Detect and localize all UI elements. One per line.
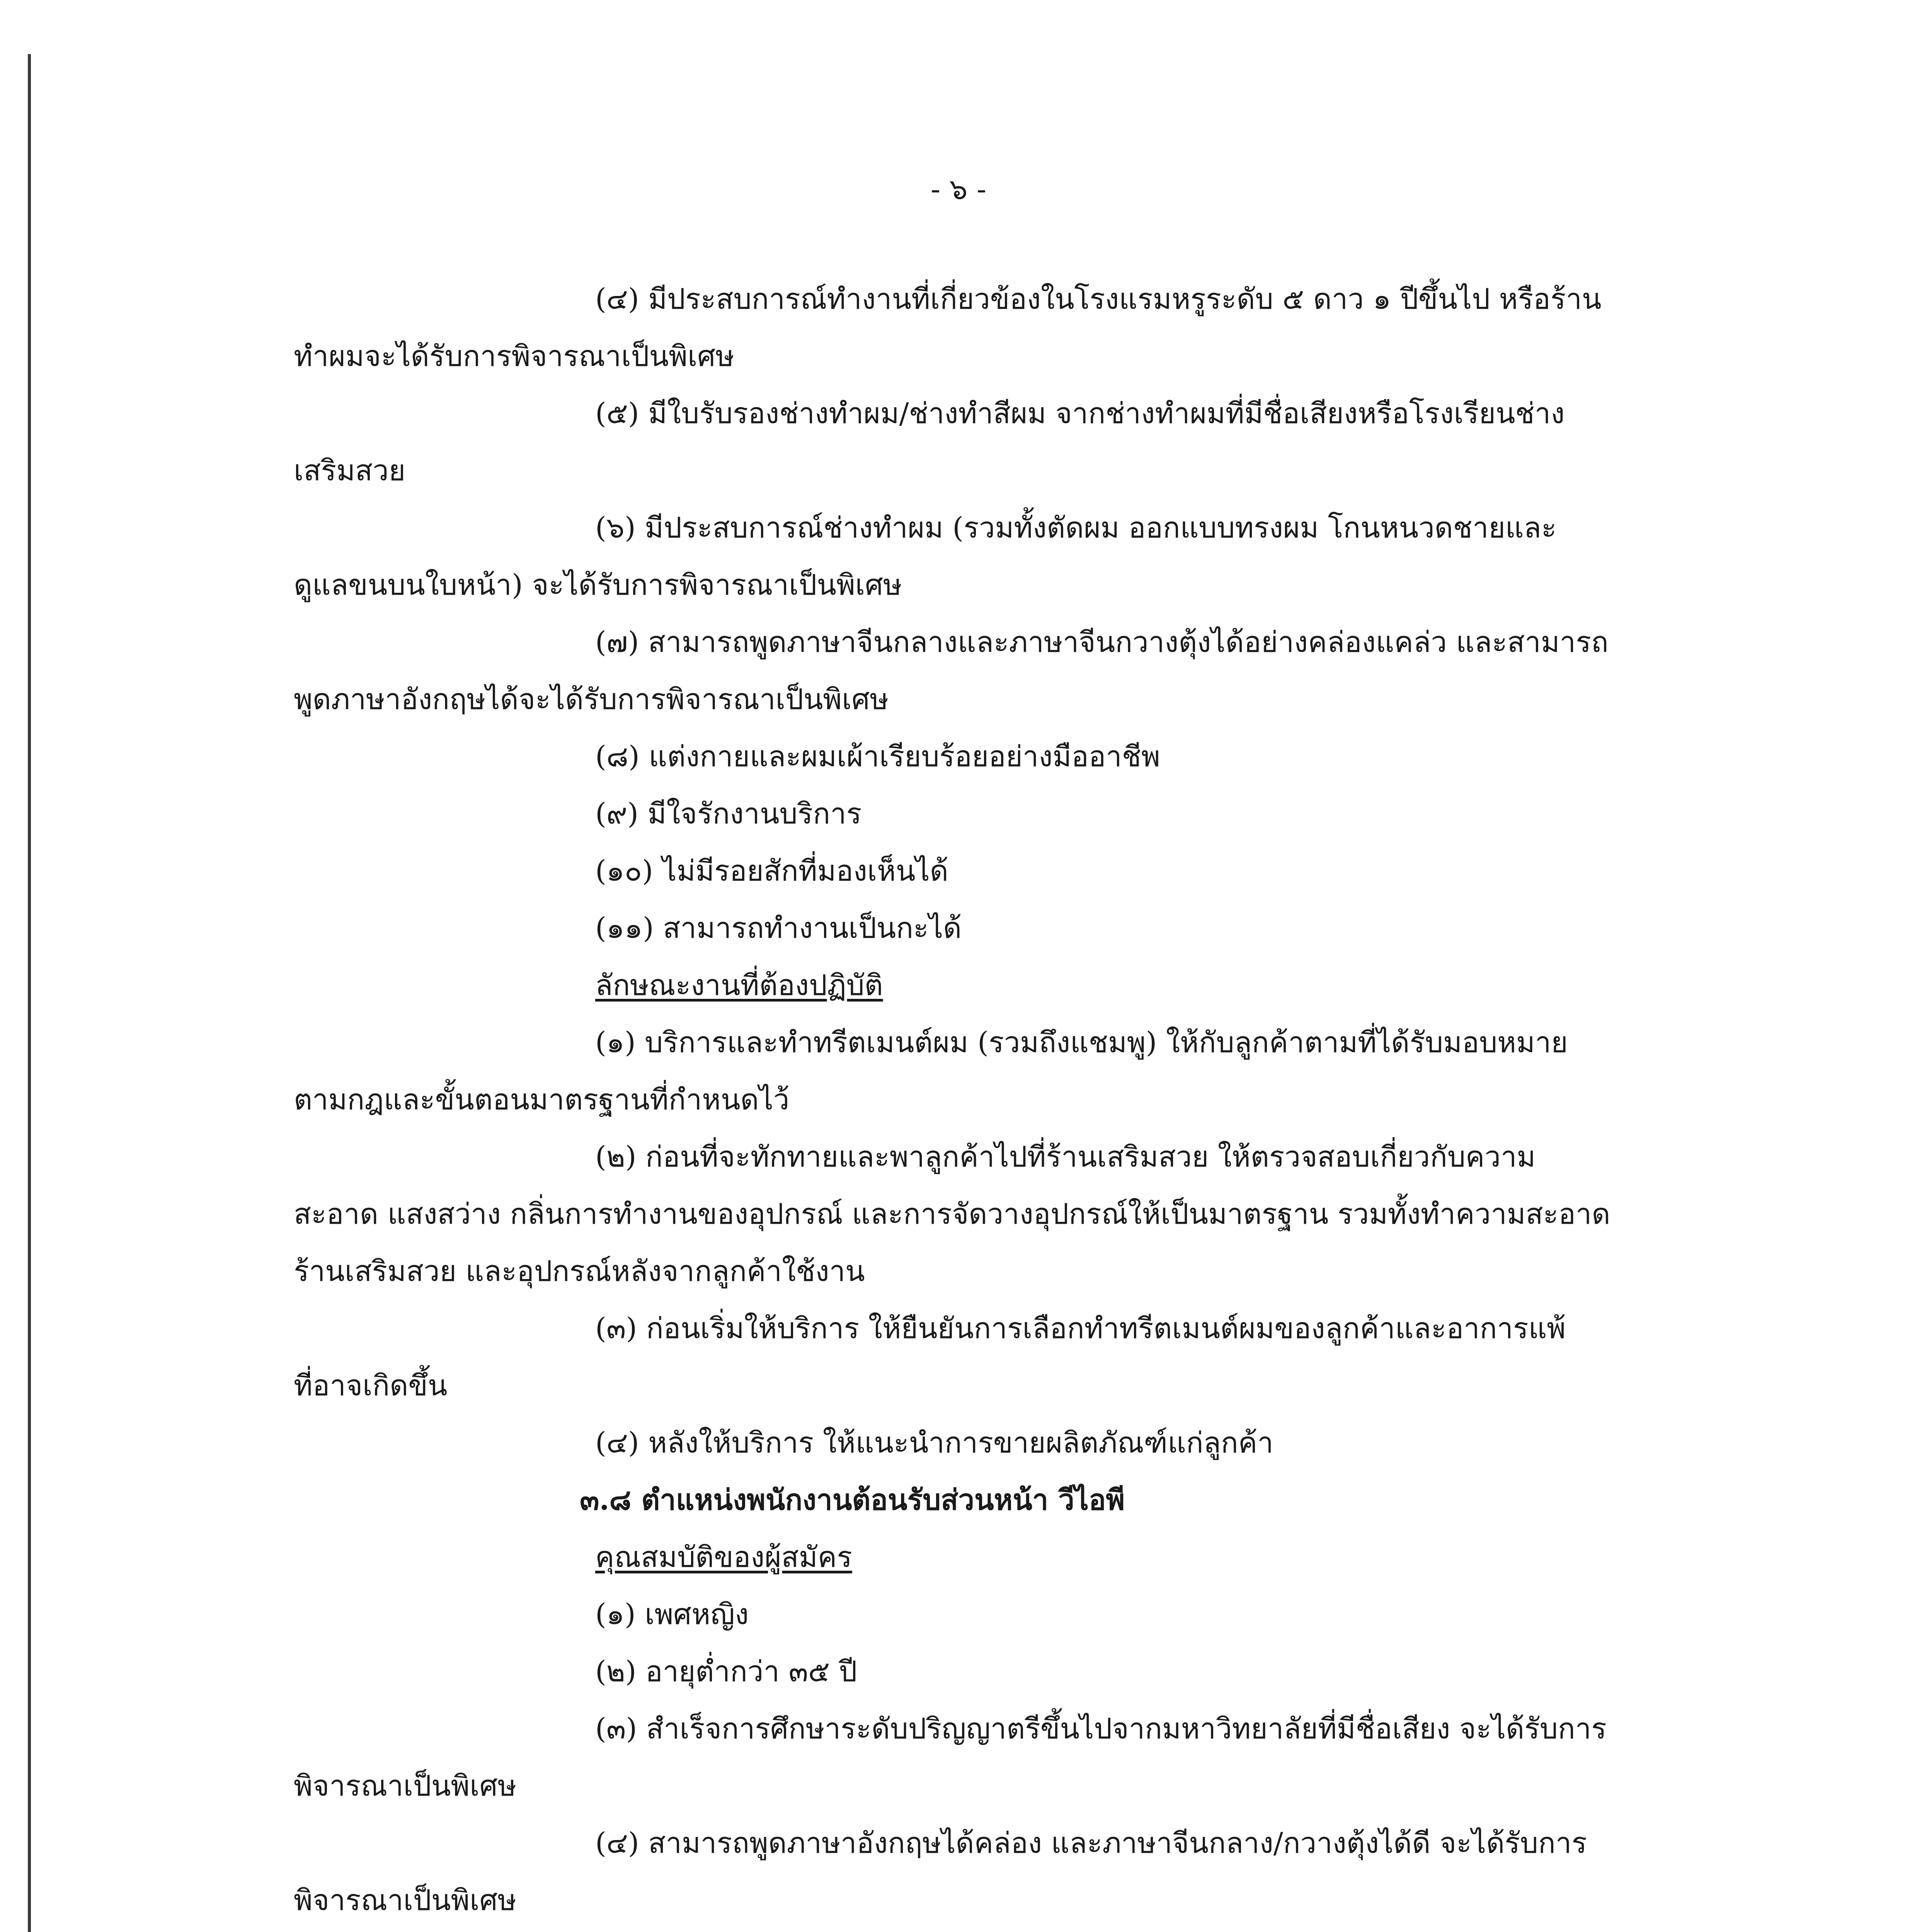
paragraph-line: (๑) บริการและทำทรีตเมนต์ผม (รวมถึงแชมพู) ให้กับลูกค้าตามที่ได้รับมอบหมาย [595,1026,1568,1059]
paragraph-line: (๔) สามารถพูดภาษาอังกฤษได้คล่อง และภาษาจีนกลาง/กวางตุ้งได้ดี จะได้รับการ [595,1827,1587,1860]
paragraph-line: ตามกฎและขั้นตอนมาตรฐานที่กำหนดไว้ [294,1083,790,1116]
paragraph-line: (๒) ก่อนที่จะทักทายและพาลูกค้าไปที่ร้านเสริมสวย ให้ตรวจสอบเกี่ยวกับความ [595,1140,1536,1173]
paragraph-line: (๔) มีประสบการณ์ทำงานที่เกี่ยวข้องในโรงแรมหรูระดับ ๕ ดาว ๑ ปีขึ้นไป หรือร้าน [595,282,1602,316]
list-item: (๑) เพศหญิง [595,1598,749,1631]
subheading-duties: ลักษณะงานที่ต้องปฏิบัติ [595,969,883,1002]
paragraph-line: พูดภาษาอังกฤษได้จะได้รับการพิจารณาเป็นพิเศษ [294,683,889,716]
list-item: (๘) แต่งกายและผมเผ้าเรียบร้อยอย่างมืออาชีพ [595,740,1160,773]
subheading-qualifications: คุณสมบัติของผู้สมัคร [595,1541,852,1574]
list-item: (๙) มีใจรักงานบริการ [595,797,862,830]
list-item: (๑๐) ไม่มีรอยสักที่มองเห็นได้ [595,854,948,888]
paragraph-line: ทำผมจะได้รับการพิจารณาเป็นพิเศษ [294,340,734,373]
paragraph-line: (๓) สำเร็จการศึกษาระดับปริญญาตรีขึ้นไปจากมหาวิทยาลัยที่มีชื่อเสียง จะได้รับการ [595,1712,1607,1745]
list-item: (๔) หลังให้บริการ ให้แนะนำการขายผลิตภัณฑ์แก่ลูกค้า [595,1426,1273,1459]
paragraph-line: (๕) มีใบรับรองช่างทำผม/ช่างทำสีผม จากช่างทำผมที่มีชื่อเสียงหรือโรงเรียนช่าง [595,397,1565,430]
section-title: ๓.๘ ตำแหน่งพนักงานต้อนรับส่วนหน้า วีไอพี [580,1483,1125,1517]
page-number: - ๖ - [930,173,987,206]
paragraph-line: (๖) มีประสบการณ์ช่างทำผม (รวมทั้งตัดผม ออกแบบทรงผม โกนหนวดชายและ [595,511,1557,544]
paragraph-line: พิจารณาเป็นพิเศษ [294,1884,517,1917]
paragraph-line: พิจารณาเป็นพิเศษ [294,1769,517,1803]
paragraph-line: ร้านเสริมสวย และอุปกรณ์หลังจากลูกค้าใช้งาน [294,1255,865,1288]
paragraph-line: ที่อาจเกิดขึ้น [294,1369,448,1402]
paragraph-line: เสริมสวย [294,454,406,487]
paragraph-line: สะอาด แสงสว่าง กลิ่นการทำงานของอุปกรณ์ และการจัดวางอุปกรณ์ให้เป็นมาตรฐาน รวมทั้งทำความสะอาด [294,1197,1611,1231]
paragraph-line [294,1929,1724,1932]
paragraph-line: (๓) ก่อนเริ่มให้บริการ ให้ยืนยันการเลือกทำทรีตเมนต์ผมของลูกค้าและอาการแพ้ [595,1312,1566,1345]
document-body [294,270,1724,1932]
paragraph-line: (๗) สามารถพูดภาษาจีนกลางและภาษาจีนกวางตุ้งได้อย่างคล่องแคล่ว และสามารถ [595,626,1609,659]
list-item: (๒) อายุต่ำกว่า ๓๕ ปี [595,1655,857,1688]
list-item: (๑๑) สามารถทำงานเป็นกะได้ [595,912,962,945]
scan-edge-line [28,54,31,1932]
paragraph-line: ดูแลขนบนใบหน้า) จะได้รับการพิจารณาเป็นพิเศษ [294,568,902,602]
